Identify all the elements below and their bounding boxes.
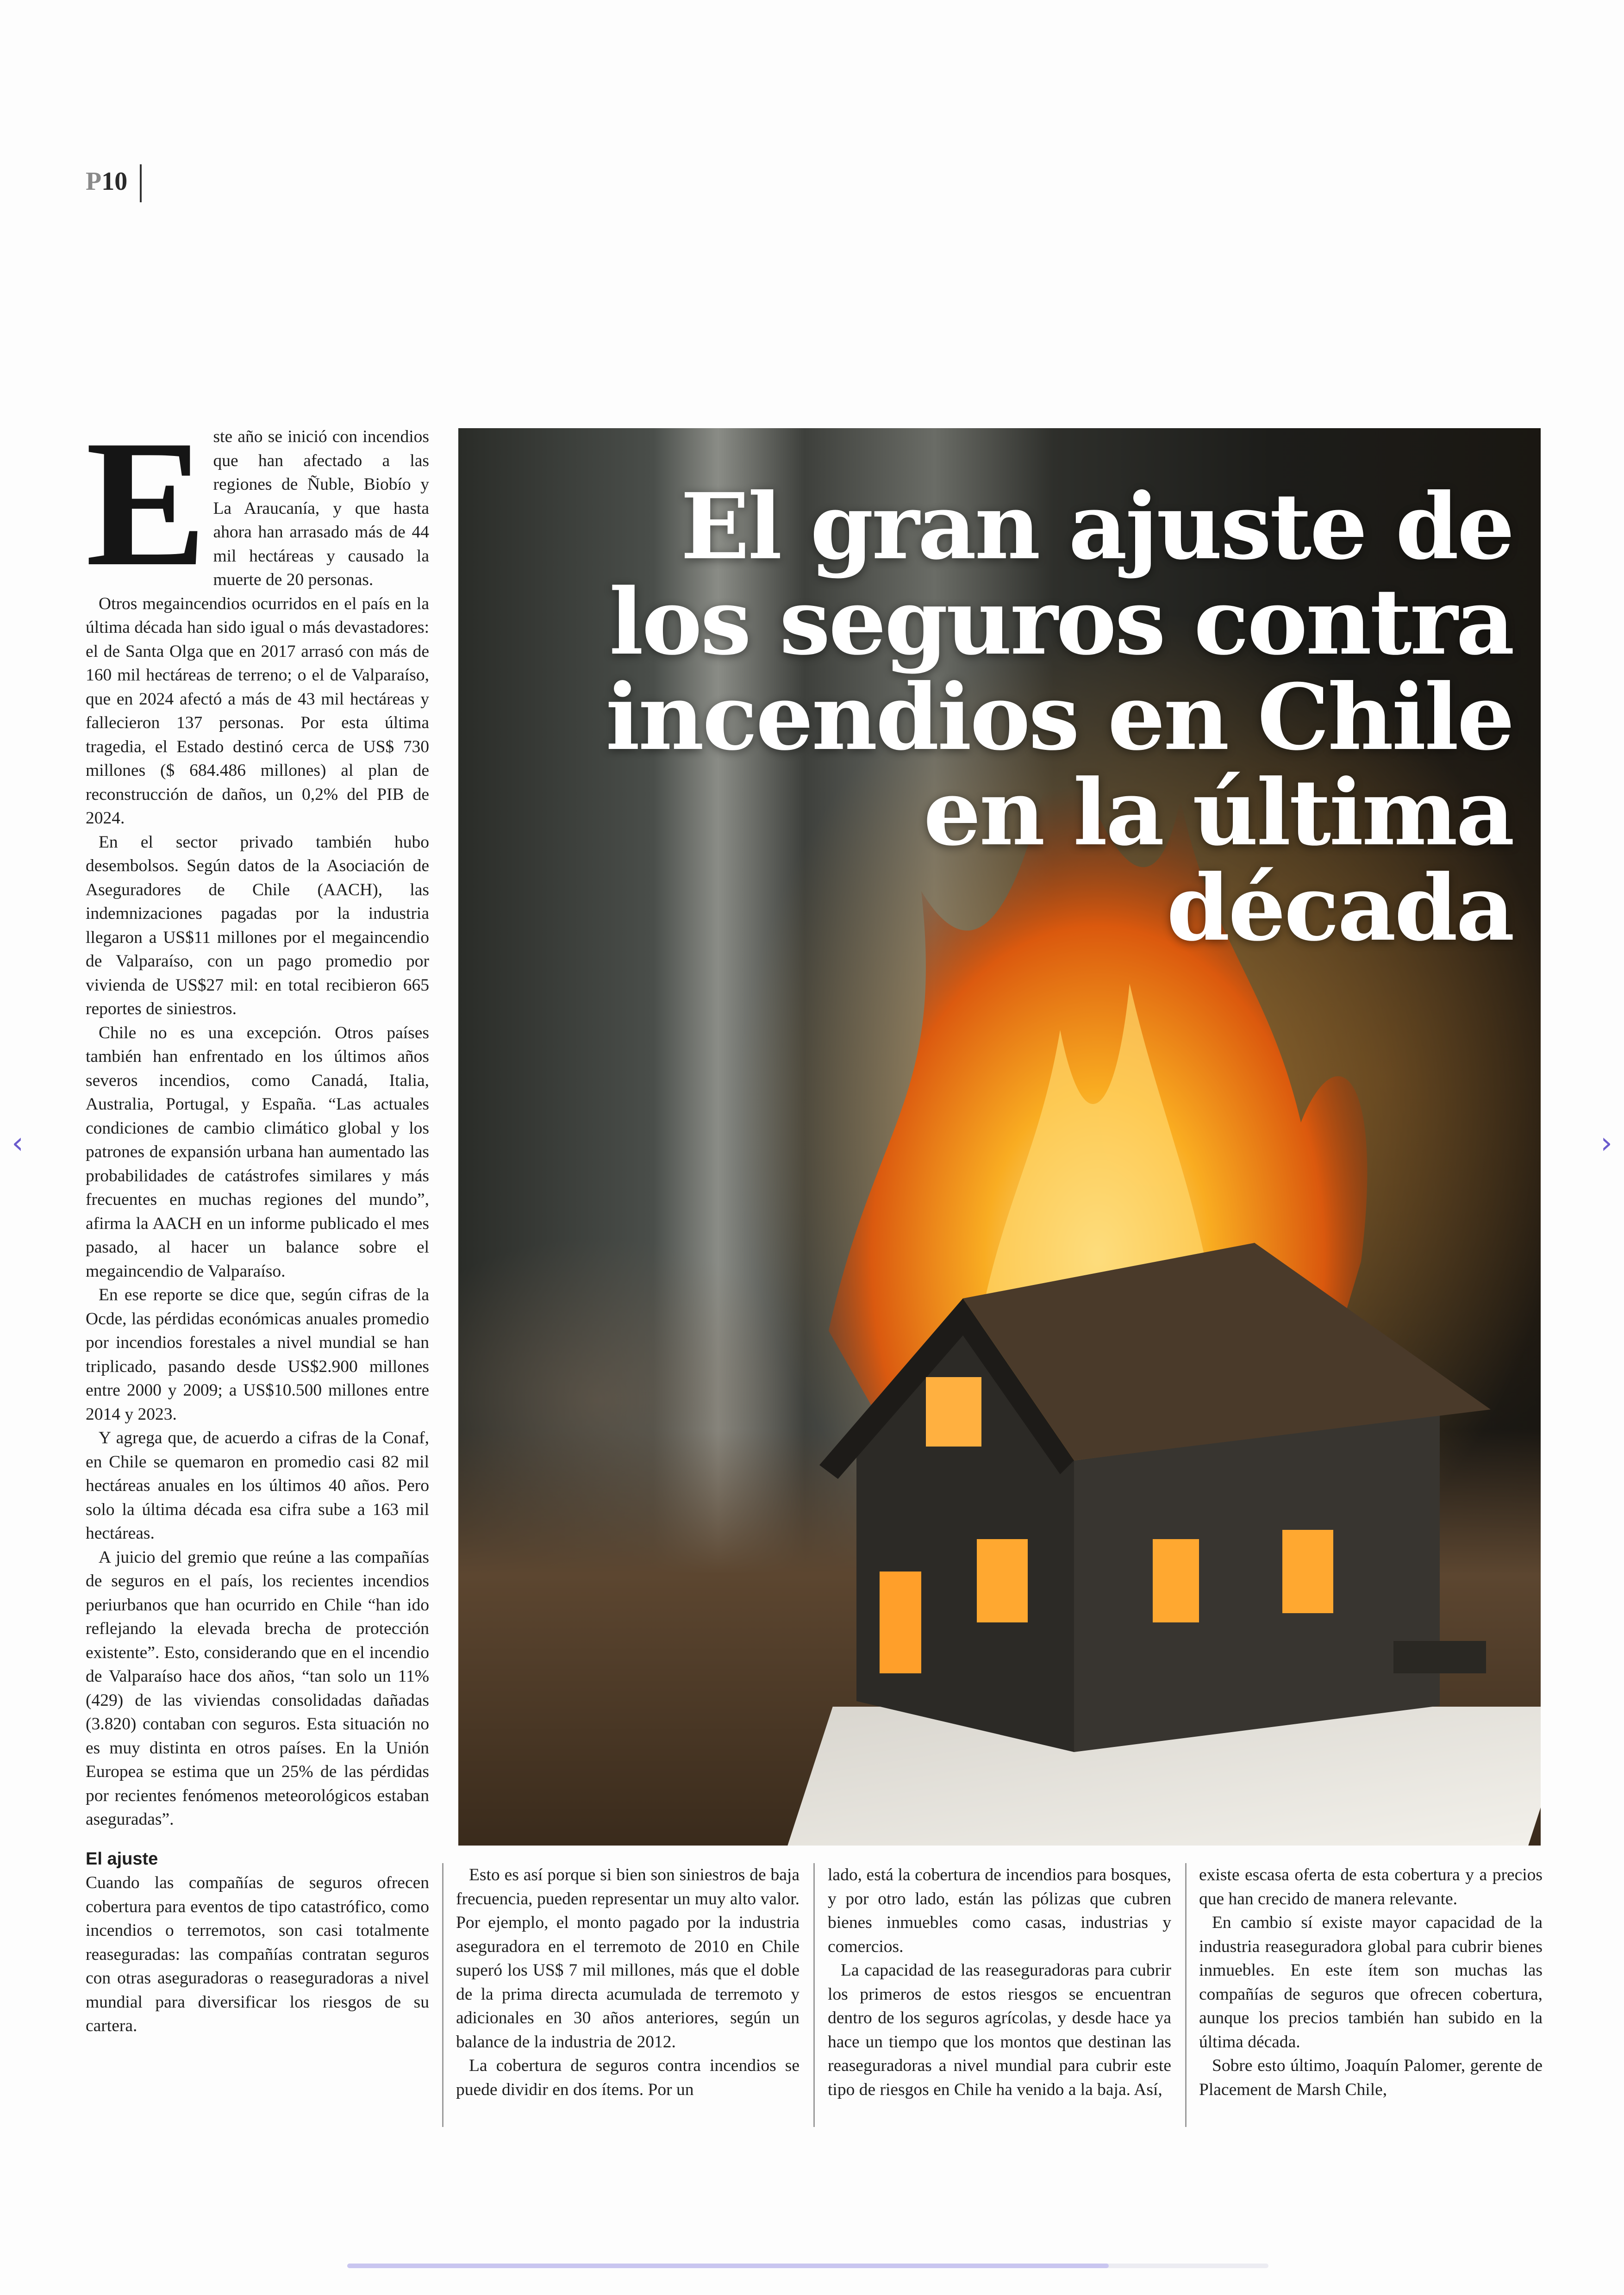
page-number-divider (140, 164, 142, 202)
lead-paragraph (86, 403, 429, 604)
body-paragraph: existe escasa oferta de esta cobertura y a precios que han crecido de manera relevante. (1199, 1865, 1543, 1908)
body-paragraph: En el sector privado también hubo desembolsos. Según datos de la Asociación de Aseguradores de Chile (AACH), las indemnizaciones pagadas por la industria llegaron a US$11 millones por el megaincendio de Valparaíso, con un pago promedio por vivienda de US$27 mil: en total recibieron 665 reportes de siniestros. (86, 832, 429, 1018)
article-column-left (86, 403, 429, 2038)
lead-text: ste año se inició con incendios que han afectado a las regiones de Ñuble, Biobío y La Araucanía, y que hasta ahora han arrasado más de 44 mil hectáreas y causado la muerte de 20 personas. (213, 427, 429, 589)
body-paragraph: Sobre esto último, Joaquín Palomer, gerente de Placement de Marsh Chile, (1199, 2056, 1543, 2099)
body-paragraph: Esto es así porque si bien son siniestros de baja frecuencia, pueden representar un muy alto valor. Por ejemplo, el monto pagado por la industria aseguradora en el terremoto de 2010 en Chile superó los US$ 7 mil millones, más que el doble de la prima directa acumulada de terremoto y adicionales en 30 años anteriores, según un balance de la industria de 2012. (456, 1865, 800, 2052)
body-paragraph: Otros megaincendios ocurridos en el país en la última década han sido igual o más devastadores: el de Santa Olga que en 2017 arrasó con más de 160 mil hectáreas de terreno; o el de Valparaíso, que en 2024 afectó a más de 43 mil hectáreas y fallecieron 137 personas. Por esta última tragedia, el Estado destinó cerca de US$ 730 millones ($ 684.486 millones) al plan de reconstrucción de daños, un 0,2% del PIB de 2024. (86, 594, 429, 828)
body-paragraph: En ese reporte se dice que, según cifras de la Ocde, las pérdidas económicas anuales promedio por incendios forestales a nivel mundial se han triplicado, pasando desde US$2.900 millones entre 2000 y 2009; a US$10.500 millones entre 2014 y 2023. (86, 1285, 429, 1424)
body-paragraph: lado, está la cobertura de incendios para bosques, y por otro lado, están las pólizas que cubren bienes inmuebles como casas, industrias y comercios. (828, 1865, 1171, 1956)
body-paragraph: Y agrega que, de acuerdo a cifras de la Conaf, en Chile se quemaron en promedio casi 82 mil hectáreas anuales en los últimos 40 años. Pero solo la última década esa cifra sube a 163 mil hectáreas. (86, 1428, 429, 1543)
page-number (86, 167, 127, 196)
body-paragraph: A juicio del gremio que reúne a las compañías de seguros en el país, los recientes incendios periurbanos que han ocurrido en Chile “han ido reflejando la elevada brecha de protección existente”. Esto, considerando que en el incendio de Valparaíso hace dos años, “tan solo un 11% (429) de las viviendas consolidadas dañadas (3.820) contaban con seguros. Esta situación no es muy distinta en otros países. En la Unión Europea se estima que un 25% de las pérdidas por recientes fenómenos meteorológicos estaban aseguradas”. (86, 1547, 429, 1829)
article-column-bottom-2 (828, 1863, 1171, 2102)
scrollbar-thumb[interactable] (347, 2264, 1109, 2268)
body-paragraph: Cuando las compañías de seguros ofrecen cobertura para eventos de tipo catastrófico, como incendios o terremotos, son casi totalmente reaseguradas: las compañías contratan seguros con otras aseguradoras o reaseguradoras a nivel mundial para diversificar los riesgos de su cartera. (86, 1873, 429, 2035)
section-subhead: El ajuste (86, 1849, 158, 1869)
chevron-right-icon[interactable]: › (1600, 1126, 1612, 1160)
page-number-prefix: P (86, 167, 102, 196)
body-paragraph: La capacidad de las reaseguradoras para cubrir los primeros de estos riesgos se encuentran dentro de los seguros agrícolas, y desde hace ya hace un tiempo que los montos que destinan las reaseguradoras a nivel mundial para cubrir este tipo de riesgos en Chile ha venido a la baja. Así, (828, 1961, 1171, 2099)
article-column-bottom-1 (456, 1863, 800, 2102)
column-divider (1185, 1863, 1187, 2127)
column-divider (813, 1863, 815, 2127)
headline: El gran ajuste de los seguros contra incendios en Chile en la última década (606, 474, 1513, 961)
body-paragraph: La cobertura de seguros contra incendios se puede dividir en dos ítems. Por un (456, 2056, 800, 2099)
article-column-bottom-3 (1199, 1863, 1543, 2102)
hero-image-burning-house (458, 428, 1541, 1846)
page-number-value: 10 (101, 167, 128, 196)
column-divider (442, 1863, 443, 2127)
dropcap: E (86, 403, 207, 604)
body-paragraph: Chile no es una excepción. Otros países también han enfrentado en los últimos años severos incendios, como Canadá, Italia, Australia, Portugal, y España. “Las actuales condiciones de cambio climático global y los patrones de expansión urbana han aumentado las probabilidades de catástrofes similares y más frecuentes en muchas regiones del mundo”, afirma la AACH en un informe publicado el mes pasado, al hacer un balance sobre el megaincendio de Valparaíso. (86, 1023, 429, 1281)
body-paragraph: En cambio sí existe mayor capacidad de la industria reaseguradora global para cubrir bienes inmuebles. En este ítem son muchas las compañías de seguros que ofrecen cobertura, aunque los precios también han subido en la última década. (1199, 1913, 1543, 2052)
chevron-left-icon[interactable]: ‹ (12, 1126, 24, 1160)
